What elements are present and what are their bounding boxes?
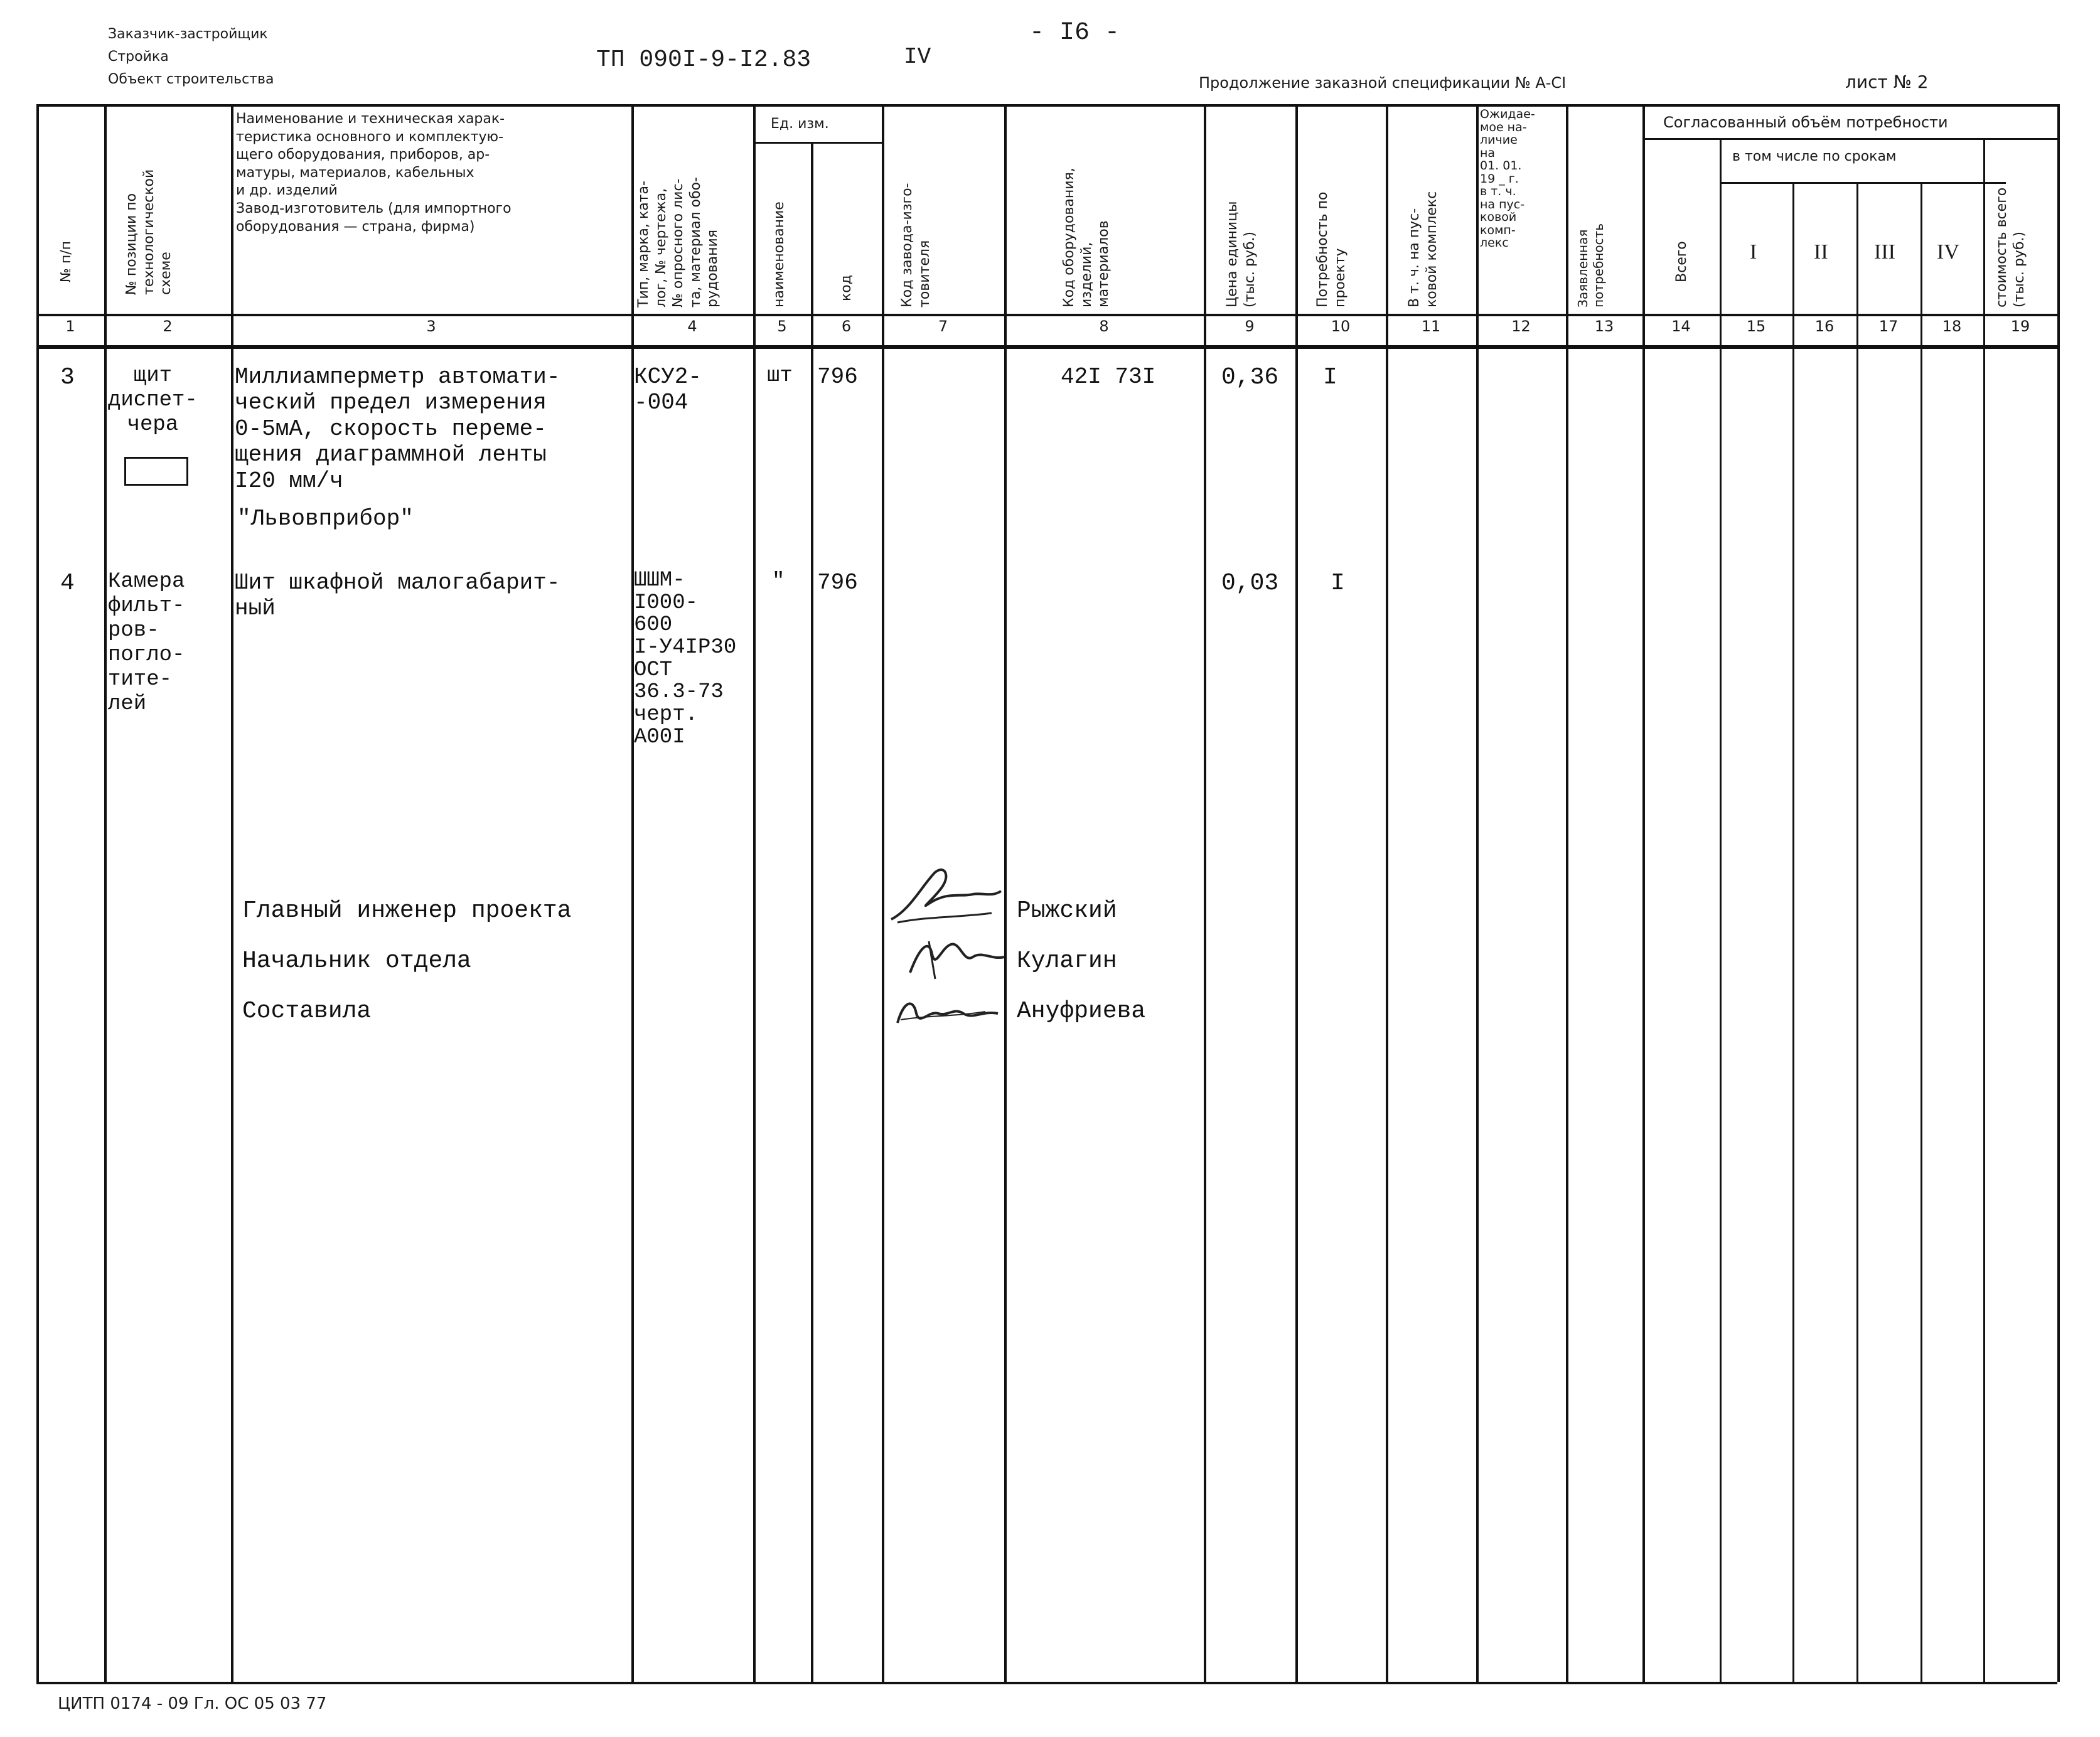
- colnum-9: 9: [1245, 318, 1255, 335]
- colnum-7: 7: [938, 318, 948, 335]
- tp-number: ТП 090I-9-I2.83: [596, 46, 812, 73]
- header-col10: Потребность по проекту: [1315, 191, 1348, 307]
- row3-equip-code: 42I 73I: [1061, 364, 1156, 390]
- handwritten-signature-2: [904, 929, 1010, 985]
- colnum-5: 5: [777, 318, 787, 335]
- header-col5: наименование: [771, 201, 787, 307]
- row4-num: 4: [60, 570, 75, 597]
- colnum-bottom-line: [36, 345, 2057, 349]
- signature-name-2: Кулагин: [1017, 948, 1117, 975]
- colnum-14: 14: [1671, 318, 1691, 335]
- table-top-line: [36, 104, 2057, 107]
- colnum-18: 18: [1942, 318, 1962, 335]
- signature-name-1: Рыжский: [1017, 897, 1117, 924]
- col-border-17: [1921, 182, 1922, 1682]
- header-col14: Всего: [1674, 241, 1690, 282]
- row4-unit-code: 796: [817, 570, 858, 596]
- sheet-number: лист № 2: [1845, 72, 1929, 92]
- col-border-12: [1566, 104, 1568, 1682]
- header-col3: Наименование и техническая харак- теристика основного и комплектую- щего оборудования, приборов, ар- матуры, материалов, кабельных и др. изделий Завод-изготовитель (для импортного оборудования — страна, фирма): [236, 111, 512, 235]
- table-header-bottom-line: [36, 314, 2057, 316]
- signature-role-2: Начальник отдела: [242, 948, 471, 975]
- header-col11: В т. ч. на пус- ковой комплекс: [1406, 191, 1440, 307]
- colnum-16: 16: [1814, 318, 1835, 335]
- colnum-19: 19: [2010, 318, 2030, 335]
- header-col4: Тип, марка, ката- лог, № чертежа, № опросного лис- та, материал обо- рудования: [636, 177, 721, 307]
- row3-unit-name: шт: [767, 364, 793, 388]
- colnum-15: 15: [1746, 318, 1766, 335]
- colnum-1: 1: [65, 318, 75, 335]
- row4-unit-name: ": [772, 570, 785, 594]
- col-border-3: [631, 104, 634, 1682]
- row4-position: Камера фильт- ров- погло- тите- лей: [108, 570, 185, 717]
- row3-unit-code: 796: [817, 364, 858, 390]
- unit-group-line: [753, 142, 882, 144]
- col-border-13: [1642, 104, 1645, 1682]
- footer-print-code: ЦИТП 0174 - 09 Гл. ОС 05 03 77: [58, 1694, 327, 1713]
- header-col13: Заявленная потребность: [1575, 223, 1606, 307]
- quarter-3: III: [1874, 240, 1895, 264]
- header-unit-group: Ед. изм.: [771, 116, 829, 132]
- row3-price: 0,36: [1221, 364, 1279, 391]
- colnum-13: 13: [1594, 318, 1614, 335]
- colnum-17: 17: [1878, 318, 1899, 335]
- col-border-10: [1386, 104, 1388, 1682]
- col-border-8: [1204, 104, 1206, 1682]
- col-border-0: [36, 104, 39, 1682]
- volume: IV: [904, 44, 931, 70]
- colnum-11: 11: [1421, 318, 1441, 335]
- row4-type: ШШМ- I000- 600 I-У4IР30 ОСТ 36.3-73 черт. А00I: [634, 569, 737, 749]
- col-border-16: [1856, 182, 1858, 1682]
- construction-label: Стройка: [108, 49, 169, 65]
- header-col12: Ожидае- мое на- личие на 01. 01. 19 _ г. в т. ч. на пус- ковой комп- лекс: [1480, 107, 1535, 250]
- col-border-18: [1983, 138, 1985, 1682]
- col-border-15: [1792, 182, 1794, 1682]
- col-border-11: [1476, 104, 1479, 1682]
- object-label: Объект строительства: [108, 72, 274, 87]
- header-col2: № позиции по технологической схеме: [124, 169, 174, 295]
- row3-name: Миллиамперметр автомати- ческий предел измерения 0-5мА, скорость переме- щения диаграммной ленты I20 мм/ч: [235, 364, 560, 494]
- header-col19: стоимость всего (тыс. руб.): [1994, 187, 2027, 307]
- col-border-9: [1295, 104, 1298, 1682]
- customer-label: Заказчик-застройщик: [108, 26, 268, 42]
- colnum-2: 2: [163, 318, 173, 335]
- row3-position: щит диспет- чера: [108, 364, 198, 437]
- handwritten-signature-3: [891, 985, 1004, 1035]
- row4-price: 0,03: [1221, 570, 1279, 597]
- col-border-7: [1004, 104, 1007, 1682]
- col-border-1: [104, 104, 107, 1682]
- row3-num: 3: [60, 364, 75, 391]
- quarters-group-line: [1720, 182, 2006, 184]
- colnum-3: 3: [426, 318, 436, 335]
- signature-role-3: Составила: [242, 998, 372, 1025]
- table-bottom-line: [36, 1682, 2057, 1684]
- header-agreed-group: Согласованный объём потребности: [1663, 114, 1948, 131]
- header-col1: № п/п: [58, 240, 74, 282]
- header-col8: Код оборудования, изделий, материалов: [1061, 168, 1112, 307]
- col-border-2: [231, 104, 233, 1682]
- header-col9: Цена единицы (тыс. руб.): [1224, 201, 1258, 307]
- colnum-4: 4: [687, 318, 697, 335]
- colnum-12: 12: [1511, 318, 1531, 335]
- quarter-1: I: [1750, 240, 1757, 264]
- colnum-10: 10: [1331, 318, 1351, 335]
- quarter-4: IV: [1937, 240, 1959, 264]
- col-border-19: [2057, 104, 2060, 1682]
- col-border-5: [811, 142, 813, 1682]
- col-border-4: [753, 104, 756, 1682]
- colnum-6: 6: [841, 318, 852, 335]
- agreed-group-line: [1642, 138, 2057, 140]
- row4-name: Шит шкафной малогабарит- ный: [235, 570, 560, 622]
- page-number: - I6 -: [1029, 19, 1120, 47]
- header-col7: Код завода-изго- товителя: [899, 183, 933, 307]
- signature-role-1: Главный инженер проекта: [242, 897, 572, 924]
- row3-type: КСУ2- -004: [634, 364, 702, 416]
- row3-maker: "Львовприбор": [237, 506, 414, 532]
- row3-position-box: [124, 457, 188, 486]
- header-in-that: в том числе по срокам: [1732, 149, 1897, 164]
- row3-need: I: [1323, 364, 1337, 391]
- handwritten-signature-1: [885, 860, 1004, 929]
- quarter-2: II: [1814, 240, 1828, 264]
- row4-need: I: [1331, 570, 1345, 597]
- col-border-14: [1720, 138, 1722, 1682]
- signature-name-3: Ануфриева: [1017, 998, 1146, 1025]
- colnum-8: 8: [1099, 318, 1109, 335]
- continuation-title: Продолжение заказной спецификации № А-СI: [1199, 74, 1567, 92]
- col-border-6: [882, 104, 884, 1682]
- header-col6: код: [838, 275, 854, 301]
